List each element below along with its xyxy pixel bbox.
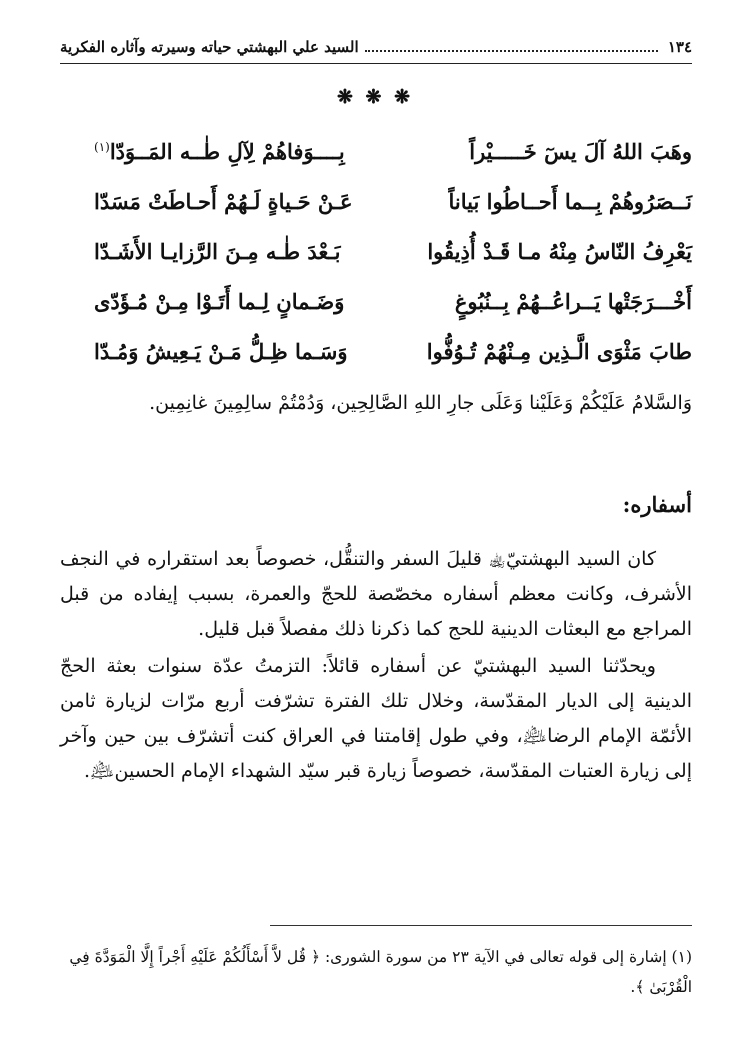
poem-verse: [94, 176, 692, 226]
poem-verse: [94, 326, 692, 376]
section-separator: ❋ ❋ ❋: [337, 86, 413, 108]
closing-salutation: وَالسَّلامُ عَلَيْكُمْ وَعَلَيْنا وَعَلَى جارِ اللهِ الصَّالِحِين، وَدُمْتُمْ سالِمِينَ غانِمِين.: [149, 392, 692, 414]
verse-second-hemistich: وَسَـما ظِـلُّ مَـنْ يَـعِيشُ وَمُـدّا: [94, 338, 348, 364]
header-rule: [60, 63, 692, 64]
body-paragraph: كان السيد البهشتيّ﵀ قليلَ السفر والتنقُّل، خصوصاً بعد استقراره في النجف الأشرف، وكانت معظم أسفاره مخصّصة للحجّ والعمرة، بسبب إيفاده من قبل المراجع مع البعثات الدينية للحج كما ذكرنا ذلك مفصلاً قبل قليل.: [60, 548, 692, 640]
section-body: [60, 542, 692, 789]
running-title: السيد علي البهشتي حياته وسيرته وآثاره الفكرية: [60, 38, 359, 56]
poem: [94, 126, 692, 376]
section-heading: أسفاره:: [622, 492, 692, 517]
verse-first-hemistich: يَعْرِفُ النّاسُ مِنْهُ مـا قَـدْ أُذِيقُوا: [427, 238, 692, 264]
verse-first-hemistich: طابَ مَثْوَى الَّـذِين مِـنْهُمْ تُـوُفُّوا: [426, 338, 692, 364]
header-dot-leader: [365, 50, 658, 52]
verse-first-hemistich: نَــصَرُوهُمْ بِــما أَحــاطُوا بَياناً: [448, 188, 692, 214]
running-header: [60, 34, 692, 60]
footnote-reference[interactable]: (١): [94, 139, 110, 154]
verse-second-hemistich: بَـعْدَ طٰـه مِـنَ الرَّزايـا الأَشَـدّا: [94, 238, 341, 264]
verse-second-hemistich: [94, 139, 379, 164]
page-number: ١٣٤: [667, 38, 692, 56]
verse-first-hemistich: أَخْـــرَجَتْها يَــراعُــهُمْ بِــنُبُوغٍ: [454, 288, 692, 314]
footnote: (١) إشارة إلى قوله تعالى في الآية ٢٣ من سورة الشورى: ﴿ قُل لاَّ أَسْأَلُكُمْ عَلَيْهِ أَجْراً إِلَّا الْمَوَدَّةَ فِي الْقُرْبَىٰ ﴾.: [69, 948, 692, 996]
poem-verse: [94, 126, 692, 176]
verse-second-hemistich: وَضَـمانٍ لِـما أَتَـوْا مِـنْ مُـؤَدّى: [94, 288, 345, 314]
poem-verse: [94, 276, 692, 326]
footnote-rule: [270, 925, 692, 926]
poem-verse: [94, 226, 692, 276]
body-paragraph: ويحدّثنا السيد البهشتيّ عن أسفاره قائلاً: التزمتُ عدّة سنوات بعثة الحجّ الدينية إلى الديار المقدّسة، وخلال تلك الفترة تشرّفت أربع مرّات لزيارة ثامن الأئمّة الإمام الرضا﵇، وفي طول إقامتنا في العراق كنت أتشرّف بين حين وآخر إلى زيارة العتبات المقدّسة، خصوصاً زيارة قبر سيّد الشهداء الإمام الحسين﵇.: [60, 655, 692, 782]
verse-first-hemistich: وهَبَ اللهُ آلَ يسٓ خَـــــيْراً: [469, 138, 692, 164]
verse-second-hemistich: عَـنْ حَـياةٍ لَـهُمْ أَحـاطَتْ مَسَدّا: [94, 188, 353, 214]
verse-second-text: بِــــوَفاهُمْ لِآلِ طٰــه المَــوَدّا: [109, 138, 345, 164]
